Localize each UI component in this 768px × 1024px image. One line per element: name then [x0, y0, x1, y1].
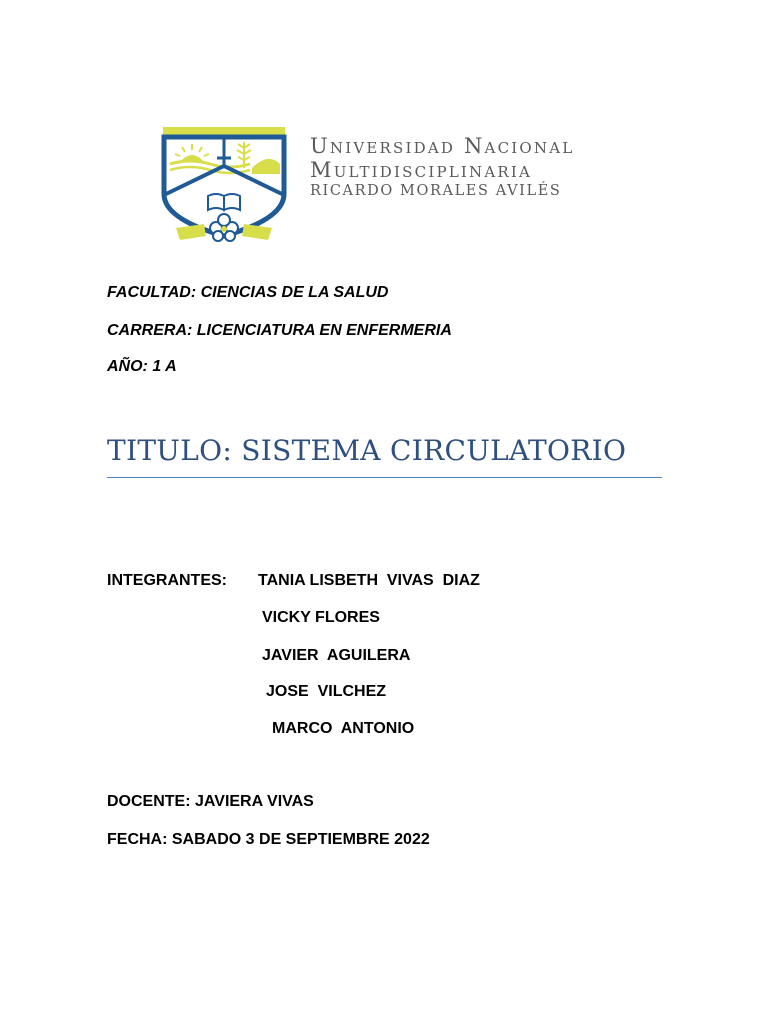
facultad-line: FACULTAD: CIENCIAS DE LA SALUD	[107, 284, 389, 301]
university-name-line2: Multidisciplinaria	[310, 158, 533, 182]
anio-line: AÑO: 1 A	[107, 358, 177, 375]
member-name: TANIA LISBETH VIVAS DIAZ	[258, 572, 480, 589]
document-title: TITULO: SISTEMA CIRCULATORIO	[107, 434, 627, 467]
university-name	[310, 136, 574, 199]
fecha-line: FECHA: SABADO 3 DE SEPTIEMBRE 2022	[107, 831, 430, 848]
member-name: VICKY FLORES	[262, 609, 380, 626]
integrantes-label: INTEGRANTES:	[107, 572, 227, 589]
university-crest-icon	[160, 124, 288, 244]
university-name-line3: RICARDO MORALES AVILÉS	[310, 183, 562, 199]
member-name: JOSE VILCHEZ	[266, 683, 387, 700]
member-name: JAVIER AGUILERA	[262, 647, 411, 664]
carrera-line: CARRERA: LICENCIATURA EN ENFERMERIA	[107, 322, 452, 339]
title-underline	[107, 477, 662, 478]
member-name: MARCO ANTONIO	[272, 720, 415, 737]
university-logo	[160, 124, 640, 246]
university-name-line1: Universidad Nacional	[310, 134, 575, 158]
docente-line: DOCENTE: JAVIERA VIVAS	[107, 793, 314, 810]
